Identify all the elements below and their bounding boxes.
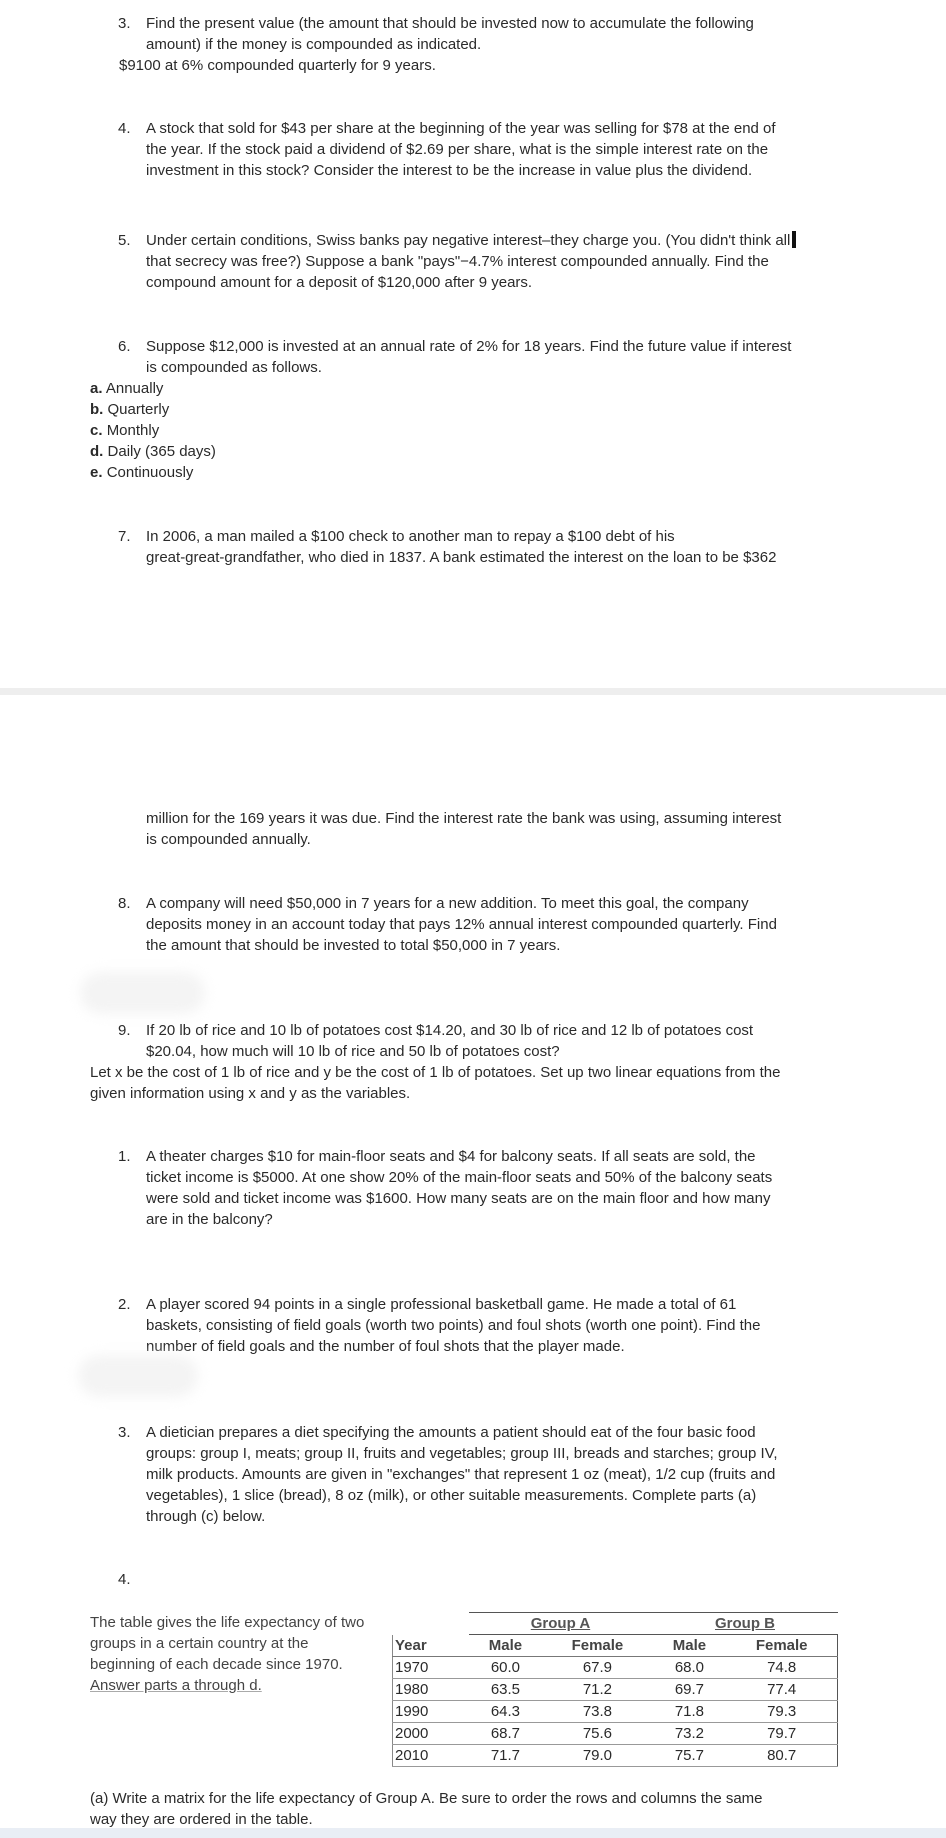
page-separator: [0, 688, 946, 695]
question-text-line: Under certain conditions, Swiss banks pay negative interest–they charge you. (You didn't think all: [146, 232, 791, 249]
smudge: [80, 972, 205, 1014]
option-letter: d.: [90, 443, 104, 460]
problem-4-intro: [90, 1612, 390, 1696]
intro-line: groups in a certain country at the: [90, 1635, 309, 1652]
question-text-line: investment in this stock? Consider the interest to be the increase in value plus the dividend.: [146, 162, 753, 179]
question-number: 2.: [118, 1296, 131, 1313]
table-cell: 80.7: [726, 1745, 837, 1767]
bottom-bar: [0, 1828, 946, 1838]
part-a-line: (a) Write a matrix for the life expectancy of Group A. Be sure to order the rows and columns the same: [90, 1790, 763, 1807]
question-number: 3.: [118, 1424, 131, 1441]
question-text-line: Find the present value (the amount that should be invested now to accumulate the following: [146, 15, 754, 32]
year-cell: 1970: [393, 1657, 469, 1679]
question-text-line: deposits money in an account today that pays 12% annual interest compounded quarterly. Find: [146, 916, 777, 933]
question-text-line: the amount that should be invested to total $50,000 in 7 years.: [146, 937, 561, 954]
table-row: [393, 1723, 838, 1745]
text-cursor: [792, 231, 796, 248]
table-cell: 67.9: [542, 1657, 652, 1679]
table-group-header: [393, 1613, 838, 1635]
question-number: 4.: [118, 120, 131, 137]
intro-line: The table gives the life expectancy of two: [90, 1614, 365, 1631]
question-text-line: Suppose $12,000 is invested at an annual rate of 2% for 18 years. Find the future value if interest: [146, 338, 792, 355]
year-cell: 2000: [393, 1723, 469, 1745]
table-cell: 68.7: [469, 1723, 543, 1745]
column-header: Female: [726, 1635, 837, 1657]
part-a-line: way they are ordered in the table.: [90, 1811, 313, 1828]
question-text-line: A dietician prepares a diet specifying the amounts a patient should eat of the four basic food: [146, 1424, 756, 1441]
question-7-continued: [118, 808, 838, 850]
question-text-line: is compounded annually.: [146, 831, 311, 848]
question-text-line: A stock that sold for $43 per share at the beginning of the year was selling for $78 at the end of: [146, 120, 776, 137]
question-text-line: $20.04, how much will 10 lb of rice and 50 lb of potatoes cost?: [146, 1043, 560, 1060]
table-cell: 71.8: [652, 1701, 726, 1723]
option-text: Continuously: [106, 464, 194, 481]
question-number: 5.: [118, 232, 131, 249]
question-text-line: number of field goals and the number of foul shots that the player made.: [146, 1338, 625, 1355]
question-text-line: are in the balcony?: [146, 1211, 273, 1228]
intro-line: Answer parts a through d.: [90, 1677, 262, 1694]
option-text: Daily (365 days): [107, 443, 216, 460]
life-expectancy-table: [392, 1612, 838, 1767]
table-cell: 60.0: [469, 1657, 543, 1679]
question-number: 6.: [118, 338, 131, 355]
question-9: [118, 1020, 838, 1062]
table-column-header: [393, 1635, 838, 1657]
problem-2: [118, 1294, 838, 1357]
option-letter: b.: [90, 401, 104, 418]
year-cell: 2010: [393, 1745, 469, 1767]
question-text-line: great-great-grandfather, who died in 1837. A bank estimated the interest on the loan to be $362: [146, 549, 777, 566]
table-cell: 75.7: [652, 1745, 726, 1767]
table-cell: 74.8: [726, 1657, 837, 1679]
table-cell: 73.2: [652, 1723, 726, 1745]
instruction-line: given information using x and y as the variables.: [90, 1085, 411, 1102]
option-b: [90, 399, 169, 420]
option-text: Annually: [105, 380, 164, 397]
group-b-header: Group B: [652, 1613, 837, 1635]
table-cell: 77.4: [726, 1679, 837, 1701]
table-cell: 71.2: [542, 1679, 652, 1701]
question-3: [118, 13, 838, 55]
table-cell: 73.8: [542, 1701, 652, 1723]
table-row: [393, 1701, 838, 1723]
question-text-line: A company will need $50,000 in 7 years for a new addition. To meet this goal, the company: [146, 895, 749, 912]
column-header: Female: [542, 1635, 652, 1657]
problem-3: [118, 1422, 838, 1527]
option-e: [90, 462, 193, 483]
problem-4-number: 4.: [118, 1571, 131, 1588]
group-a-header: Group A: [469, 1613, 653, 1635]
question-text-line: were sold and ticket income was $1600. How many seats are on the main floor and how many: [146, 1190, 771, 1207]
table-cell: 75.6: [542, 1723, 652, 1745]
table-cell: 68.0: [652, 1657, 726, 1679]
option-text: Quarterly: [107, 401, 170, 418]
table-cell: 79.7: [726, 1723, 837, 1745]
table-row: [393, 1745, 838, 1767]
table-cell: 69.7: [652, 1679, 726, 1701]
question-4: [118, 118, 838, 181]
option-letter: e.: [90, 464, 103, 481]
question-9-instruction: [90, 1062, 850, 1104]
question-5: [118, 230, 838, 293]
option-d: [90, 441, 216, 462]
year-cell: 1980: [393, 1679, 469, 1701]
question-number: 8.: [118, 895, 131, 912]
question-text-line: vegetables), 1 slice (bread), 8 oz (milk), or other suitable measurements. Complete parts (a): [146, 1487, 757, 1504]
question-7: [118, 526, 838, 568]
question-text-line: In 2006, a man mailed a $100 check to another man to repay a $100 debt of his: [146, 528, 675, 545]
option-a: [90, 378, 163, 399]
question-text-line: is compounded as follows.: [146, 359, 322, 376]
question-text-line: million for the 169 years it was due. Find the interest rate the bank was using, assuming interest: [146, 810, 782, 827]
question-3-detail: $9100 at 6% compounded quarterly for 9 years.: [119, 57, 436, 74]
column-header: Male: [469, 1635, 543, 1657]
question-number: 1.: [118, 1148, 131, 1165]
column-header: Male: [652, 1635, 726, 1657]
table-row: [393, 1679, 838, 1701]
intro-line: beginning of each decade since 1970.: [90, 1656, 343, 1673]
question-text-line: compound amount for a deposit of $120,000 after 9 years.: [146, 274, 533, 291]
question-6: [118, 336, 838, 378]
table-cell: 71.7: [469, 1745, 543, 1767]
problem-1: [118, 1146, 838, 1230]
table-cell: 63.5: [469, 1679, 543, 1701]
question-text-line: baskets, consisting of field goals (worth two points) and foul shots (worth one point). Find the: [146, 1317, 761, 1334]
question-8: [118, 893, 838, 956]
option-letter: c.: [90, 422, 103, 439]
table-cell: 64.3: [469, 1701, 543, 1723]
question-number: 3.: [118, 15, 131, 32]
question-number: 7.: [118, 528, 131, 545]
question-text-line: groups: group I, meats; group II, fruits and vegetables; group III, breads and starches; group IV,: [146, 1445, 778, 1462]
table-cell: 79.0: [542, 1745, 652, 1767]
question-text-line: through (c) below.: [146, 1508, 266, 1525]
question-number: 9.: [118, 1022, 131, 1039]
question-text-line: that secrecy was free?) Suppose a bank "pays"−4.7% interest compounded annually. Find the: [146, 253, 769, 270]
smudge: [78, 1355, 198, 1397]
table-row: [393, 1657, 838, 1679]
question-text-line: A theater charges $10 for main-floor seats and $4 for balcony seats. If all seats are sold, the: [146, 1148, 756, 1165]
table-cell: 79.3: [726, 1701, 837, 1723]
question-text-line: If 20 lb of rice and 10 lb of potatoes cost $14.20, and 30 lb of rice and 12 lb of potatoes cost: [146, 1022, 754, 1039]
instruction-line: Let x be the cost of 1 lb of rice and y be the cost of 1 lb of potatoes. Set up two linear equations from the: [90, 1064, 781, 1081]
option-letter: a.: [90, 380, 103, 397]
option-c: [90, 420, 159, 441]
problem-4-part-a: [90, 1788, 890, 1830]
option-text: Monthly: [106, 422, 160, 439]
year-cell: 1990: [393, 1701, 469, 1723]
question-text-line: amount) if the money is compounded as indicated.: [146, 36, 482, 53]
question-text-line: milk products. Amounts are given in "exchanges" that represent 1 oz (meat), 1/2 cup (fruits and: [146, 1466, 776, 1483]
question-text-line: A player scored 94 points in a single professional basketball game. He made a total of 61: [146, 1296, 737, 1313]
question-text-line: the year. If the stock paid a dividend of $2.69 per share, what is the simple interest rate on the: [146, 141, 769, 158]
column-header: Year: [393, 1635, 469, 1657]
question-text-line: ticket income is $5000. At one show 20% of the main-floor seats and 50% of the balcony seats: [146, 1169, 773, 1186]
